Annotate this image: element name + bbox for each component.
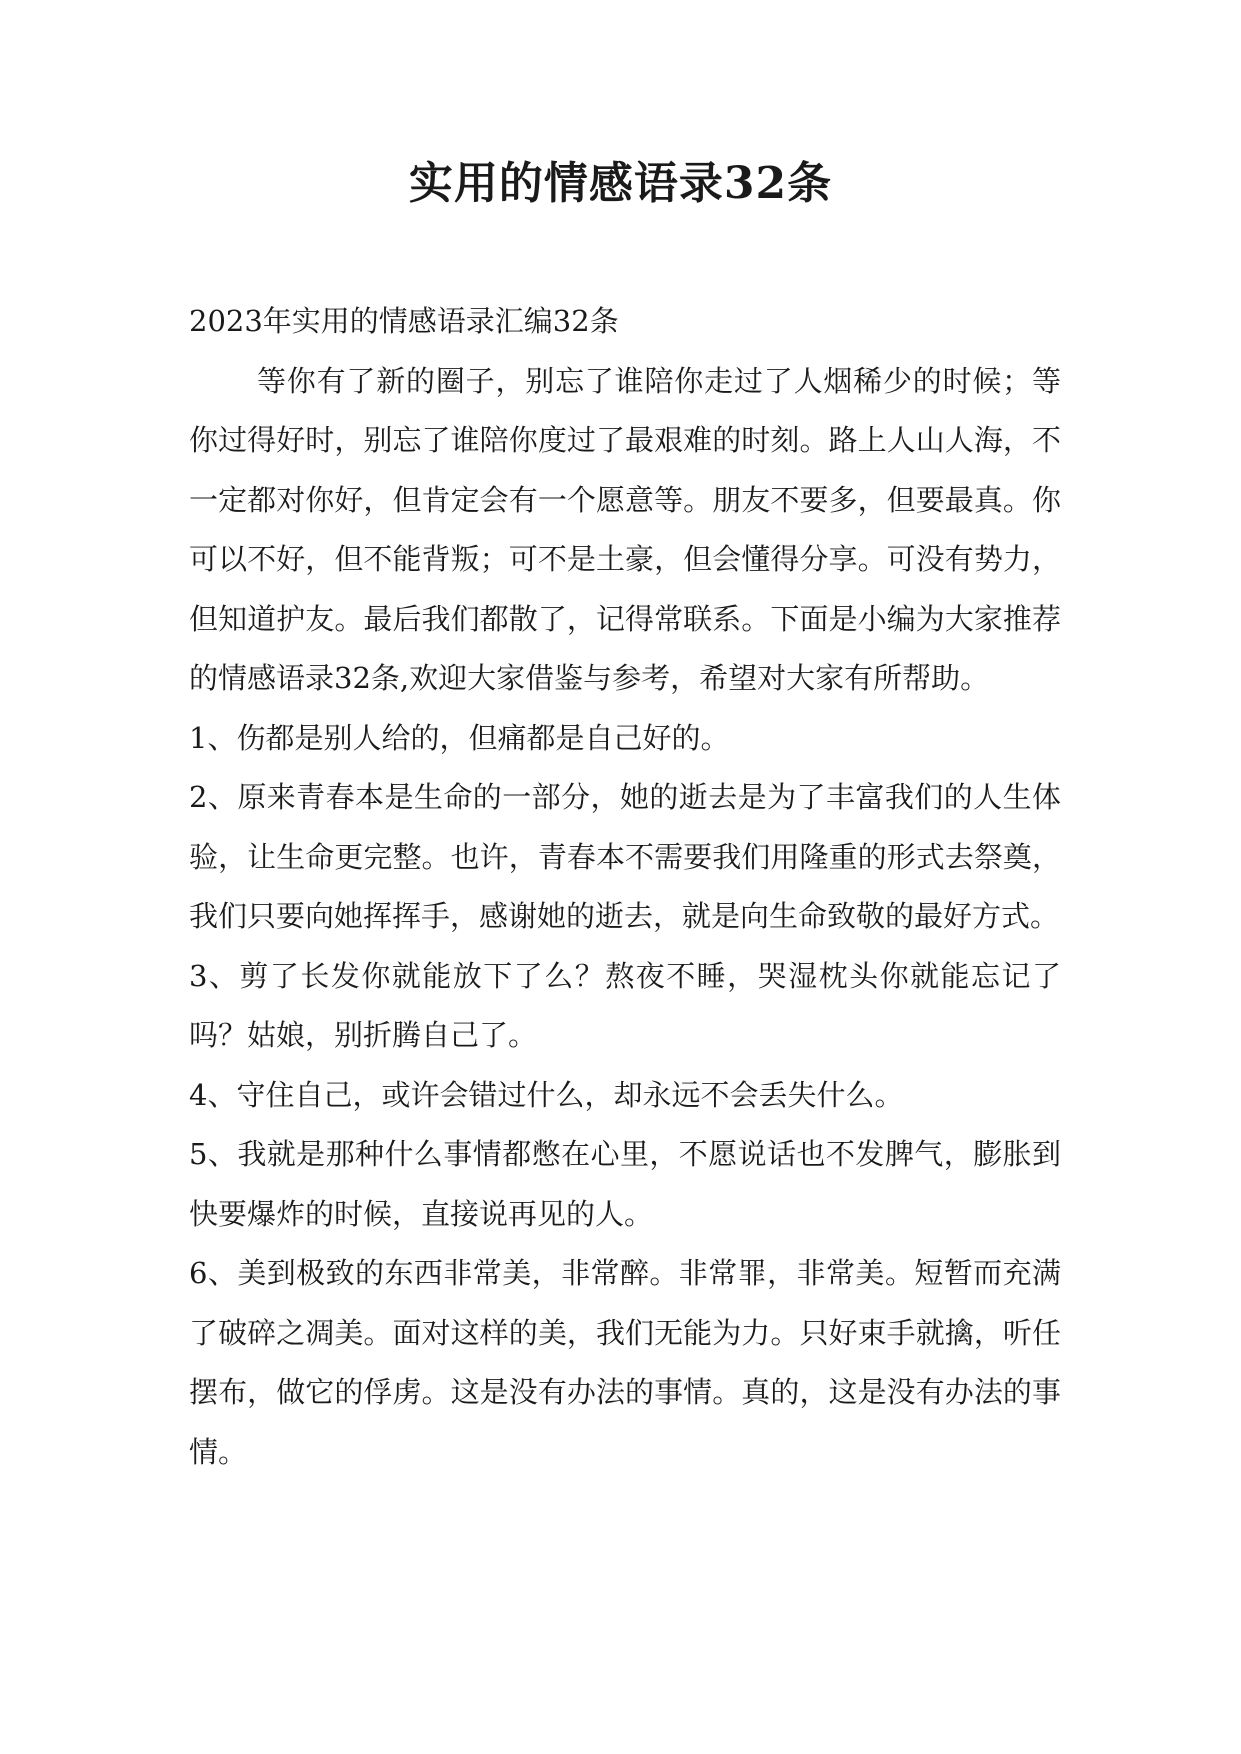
quote-item-5: 5、我就是那种什么事情都憋在心里，不愿说话也不发脾气，膨胀到快要爆炸的时候，直接说再见的人。 bbox=[189, 1137, 1061, 1231]
quote-item-6: 6、美到极致的东西非常美，非常醉。非常罪，非常美。短暂而充满了破碎之凋美。面对这样的美，我们无能为力。只好束手就擒，听任摆布，做它的俘虏。这是没有办法的事情。真的，这是没有办法的事情。 bbox=[189, 1256, 1061, 1469]
quote-item-2: 2、原来青春本是生命的一部分，她的逝去是为了丰富我们的人生体验，让生命更完整。也许，青春本不需要我们用隆重的形式去祭奠，我们只要向她挥挥手，感谢她的逝去，就是向生命致敬的最好方式。 bbox=[189, 780, 1061, 933]
quote-item-3: 3、剪了长发你就能放下了么？熬夜不睡，哭湿枕头你就能忘记了吗？姑娘，别折腾自己了。 bbox=[189, 958, 1061, 1052]
document-title: 实用的情感语录32条 bbox=[408, 158, 833, 209]
intro-paragraph: 等你有了新的圈子，别忘了谁陪你走过了人烟稀少的时候；等你过得好时，别忘了谁陪你度过了最艰难的时刻。路上人山人海，不一定都对你好，但肯定会有一个愿意等。朋友不要多，但要最真。你可以不好，但不能背叛；可不是土豪，但会懂得分享。可没有势力，但知道护友。最后我们都散了，记得常联系。下面是小编为大家推荐的情感语录32条,欢迎大家借鉴与参考，希望对大家有所帮助。 bbox=[189, 363, 1061, 695]
quote-item-4: 4、守住自己，或许会错过什么，却永远不会丢失什么。 bbox=[189, 1077, 904, 1112]
quote-item-1: 1、伤都是别人给的，但痛都是自己好的。 bbox=[189, 720, 730, 755]
document-body bbox=[189, 292, 1061, 1482]
document-subtitle: 2023年实用的情感语录汇编32条 bbox=[189, 304, 619, 338]
